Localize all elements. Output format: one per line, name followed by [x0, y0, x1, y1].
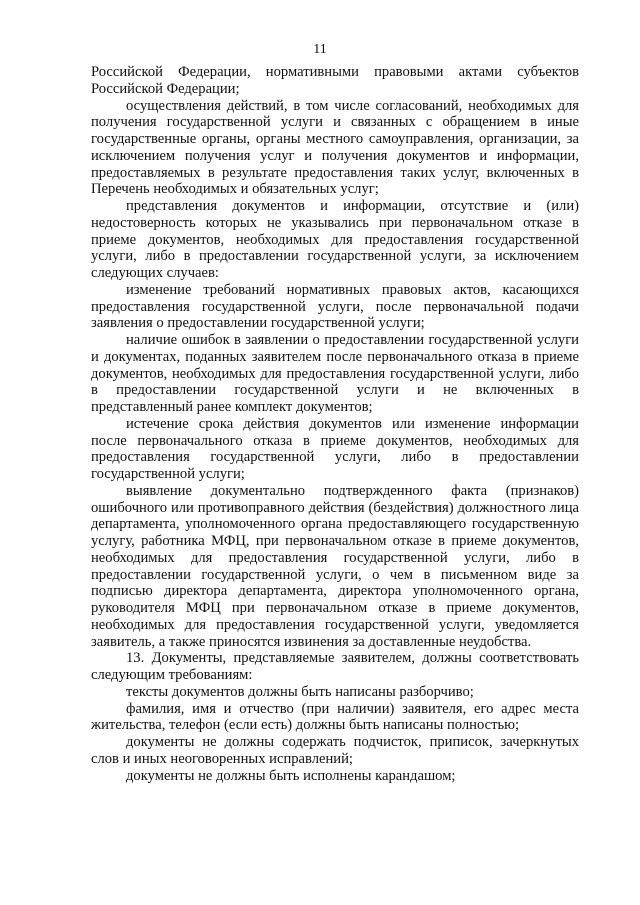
paragraph-item-13: 13. Документы, представляемые заявителем, должны соответствовать следующим требованиям: — [91, 650, 579, 683]
paragraph-requirement-no-pencil: документы не должны быть исполнены карандашом; — [126, 767, 456, 784]
paragraph-exception-errors: наличие ошибок в заявлении о предоставлении государственной услуги и документах, поданных заявителем после первоначального отказа в приеме документов, необходимых для предоставления государственной услуги, либо в предоставлении государственной услуги и не включенных в представленный ранее комплект документов; — [91, 332, 579, 415]
paragraph-requirement-legible: тексты документов должны быть написаны разборчиво; — [126, 683, 474, 700]
page-number: 11 — [313, 42, 327, 57]
paragraph-actions-clause: осуществления действий, в том числе согласований, необходимых для получения государственной услуги и связанных с обращением в иные государственные органы, органы местного самоуправления, организации, за исключением получения услуг и получения документов и информации, предоставляемых в результате предоставления таких услуг, включенных в Перечень необходимых и обязательных услуг; — [91, 97, 579, 198]
paragraph-exception-requirements-change: изменение требований нормативных правовых актов, касающихся предоставления государственной услуги, после первоначальной подачи заявления о предоставлении государственной услуги; — [91, 281, 579, 332]
paragraph-continuation: Российской Федерации, нормативными правовыми актами субъектов Российской Федерации; — [91, 64, 579, 97]
paragraph-exception-expiry: истечение срока действия документов или изменение информации после первоначального отказа в приеме документов, необходимых для предоставления государственной услуги, либо в предоставлении государственной услуги; — [91, 415, 579, 482]
paragraph-documents-clause: представления документов и информации, отсутствие и (или) недостоверность которых не указывались при первоначальном отказе в приеме документов, необходимых для предоставления государственной услуги, либо в предоставлении государственной услуги, за исключением следующих случаев: — [91, 198, 579, 281]
document-body — [91, 64, 579, 784]
paragraph-exception-misconduct: выявление документально подтвержденного факта (признаков) ошибочного или противоправного действия (бездействия) должностного лица департамента, уполномоченного органа предоставляющего государственную услугу, работника МФЦ, при первоначальном отказе в приеме документов, необходимых для предоставления государственной услуги, либо в предоставлении государственной услуги, о чем в письменном виде за подписью директора департамента, директора уполномоченного органа, руководителя МФЦ при первоначальном отказе в приеме документов, необходимых для предоставления государственной услуги, уведомляется заявитель, а также приносятся извинения за доставленные неудобства. — [91, 482, 579, 650]
paragraph-requirement-full-name: фамилия, имя и отчество (при наличии) заявителя, его адрес места жительства, телефон (если есть) должны быть написаны полностью; — [91, 700, 579, 734]
paragraph-requirement-no-corrections: документы не должны содержать подчисток, приписок, зачеркнутых слов и иных неоговоренных исправлений; — [91, 734, 579, 767]
